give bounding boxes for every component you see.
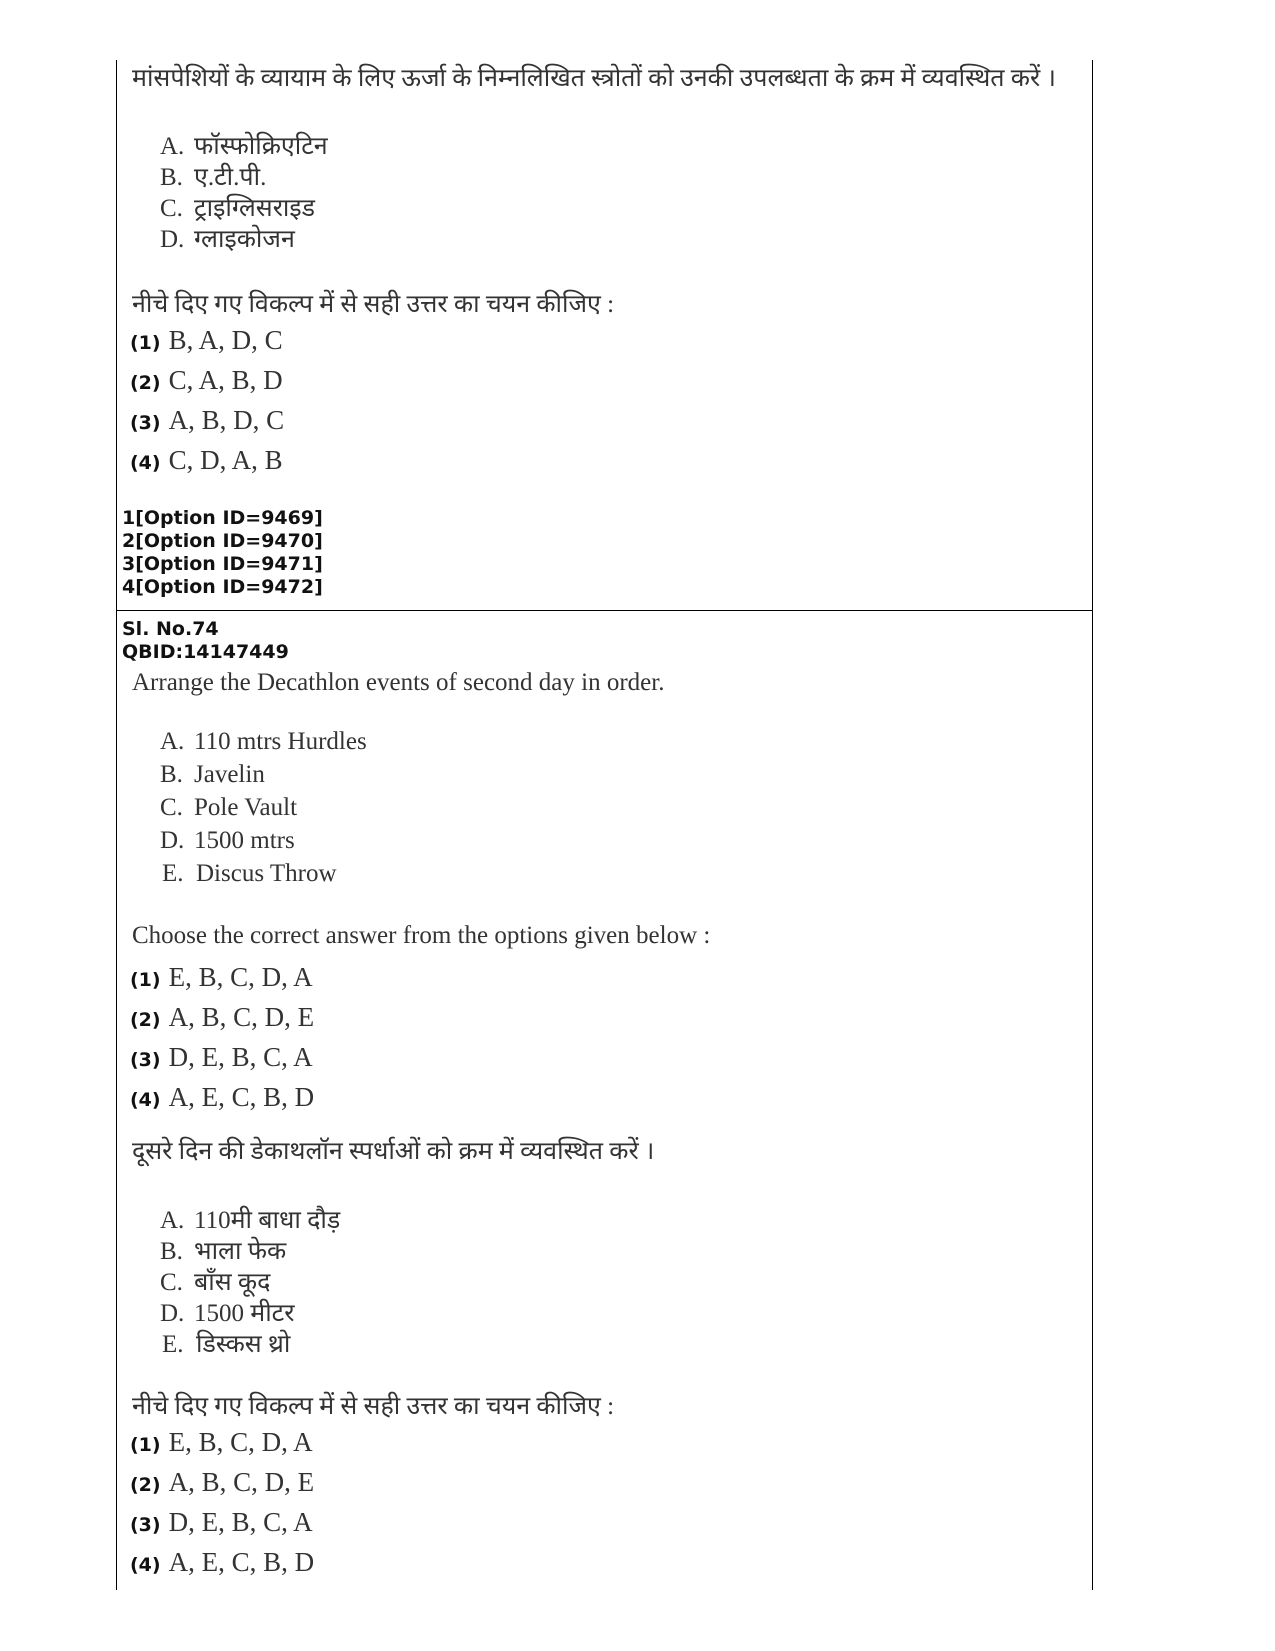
option-en-3: [130, 1042, 313, 1073]
option-number: (3): [130, 1514, 161, 1536]
statement-text: Javelin: [194, 761, 265, 788]
option-hi-1: [130, 1427, 313, 1458]
option-value: C, A, B, D: [168, 365, 283, 395]
option-number: (4): [130, 1554, 161, 1576]
statement-text: ग्लाइकोजन: [194, 226, 295, 253]
prev-option-4: [130, 445, 283, 476]
row-divider: [116, 610, 1093, 611]
option-value: C, D, A, B: [168, 445, 283, 475]
statement-text: ए.टी.पी.: [194, 164, 267, 191]
statement-text: बाँस कूद: [194, 1269, 271, 1296]
statement-text: भाला फेक: [194, 1238, 287, 1265]
statement-en-b: [160, 761, 265, 789]
statement-letter: B.: [160, 761, 183, 788]
statement-letter: C.: [160, 1269, 183, 1296]
statement-en-c: [160, 794, 297, 822]
option-value: A, B, C, D, E: [168, 1002, 315, 1032]
statement-letter: D.: [160, 1300, 185, 1327]
prev-option-3: [130, 405, 284, 436]
statement-letter: A.: [160, 1207, 185, 1234]
option-hi-4: [130, 1547, 314, 1578]
prev-option-2: [130, 365, 283, 396]
option-value: B, A, D, C: [168, 325, 283, 355]
qbid: QBID:14147449: [122, 641, 289, 663]
option-value: A, E, C, B, D: [168, 1547, 315, 1577]
statement-hi-d: [160, 1295, 295, 1329]
option-en-1: [130, 962, 313, 993]
option-number: (4): [130, 1089, 161, 1111]
option-value: D, E, B, C, A: [168, 1042, 313, 1072]
statement-letter: C.: [160, 794, 183, 821]
statement-text: फॉस्फोक्रिएटिन: [194, 133, 328, 160]
option-number: (1): [130, 332, 161, 354]
option-value: A, B, D, C: [168, 405, 285, 435]
option-number: (3): [130, 412, 161, 434]
option-value: A, B, C, D, E: [168, 1467, 315, 1497]
statement-letter: B.: [160, 1238, 183, 1265]
statement-text: ट्राइग्लिसराइड: [194, 195, 316, 222]
statement-letter: B.: [160, 164, 183, 191]
option-value: A, E, C, B, D: [168, 1082, 315, 1112]
serial-number: Sl. No.74: [122, 618, 219, 640]
option-number: (4): [130, 452, 161, 474]
option-id: 3[Option ID=9471]: [122, 553, 323, 575]
statement-hi-a: [160, 1202, 340, 1236]
statement-text: डिस्कस थ्रो: [196, 1331, 291, 1358]
prev-choose-text-hi: नीचे दिए गए विकल्प में से सही उत्तर का चयन कीजिए :: [132, 291, 615, 318]
statement-text: 110मी बाधा दौड़: [194, 1207, 341, 1234]
prev-statement-d: [160, 221, 295, 255]
option-hi-3: [130, 1507, 313, 1538]
choose-text-hi: नीचे दिए गए विकल्प में से सही उत्तर का चयन कीजिए :: [132, 1393, 615, 1420]
statement-text: 110 mtrs Hurdles: [194, 728, 367, 755]
statement-en-d: [160, 827, 295, 855]
option-en-4: [130, 1082, 314, 1113]
statement-letter: D.: [160, 827, 185, 854]
statement-letter: A.: [160, 728, 185, 755]
option-number: (2): [130, 1474, 161, 1496]
option-value: E, B, C, D, A: [168, 962, 313, 992]
statement-text: Discus Throw: [196, 860, 337, 887]
prev-statement-a: [160, 128, 328, 162]
choose-text-en: Choose the correct answer from the options given below :: [132, 922, 711, 949]
option-value: E, B, C, D, A: [168, 1427, 313, 1457]
prev-statement-c: [160, 190, 315, 224]
statement-text: Pole Vault: [194, 794, 298, 821]
statement-hi-c: [160, 1264, 270, 1298]
statement-letter: C.: [160, 195, 183, 222]
option-number: (2): [130, 1009, 161, 1031]
statement-letter: D.: [160, 226, 185, 253]
option-id-list: [122, 507, 323, 599]
option-value: D, E, B, C, A: [168, 1507, 313, 1537]
statement-en-a: [160, 728, 367, 756]
statement-en-e: [162, 860, 337, 888]
statement-hi-e: [162, 1326, 290, 1360]
option-id: 2[Option ID=9470]: [122, 530, 323, 552]
option-number: (2): [130, 372, 161, 394]
statement-letter: E.: [162, 1331, 184, 1358]
option-en-2: [130, 1002, 314, 1033]
question-meta: [122, 618, 289, 664]
prev-option-1: [130, 325, 283, 356]
option-number: (3): [130, 1049, 161, 1071]
prev-question-text-hi: मांसपेशियों के व्यायाम के लिए ऊर्जा के निम्नलिखित स्त्रोतों को उनकी उपलब्धता के क्रम में व्यवस्थित करें ।: [132, 65, 1056, 92]
statement-letter: E.: [162, 860, 184, 887]
question-text-en: Arrange the Decathlon events of second day in order.: [132, 669, 665, 696]
option-number: (1): [130, 969, 161, 991]
question-text-hi: दूसरे दिन की डेकाथलॉन स्पर्धाओं को क्रम में व्यवस्थित करें ।: [132, 1138, 655, 1165]
option-hi-2: [130, 1467, 314, 1498]
statement-text: 1500 mtrs: [194, 827, 295, 854]
option-number: (1): [130, 1434, 161, 1456]
prev-statement-b: [160, 159, 266, 193]
option-id: 4[Option ID=9472]: [122, 576, 323, 598]
statement-text: 1500 मीटर: [194, 1300, 295, 1327]
statement-letter: A.: [160, 133, 185, 160]
statement-hi-b: [160, 1233, 286, 1267]
option-id: 1[Option ID=9469]: [122, 507, 323, 529]
